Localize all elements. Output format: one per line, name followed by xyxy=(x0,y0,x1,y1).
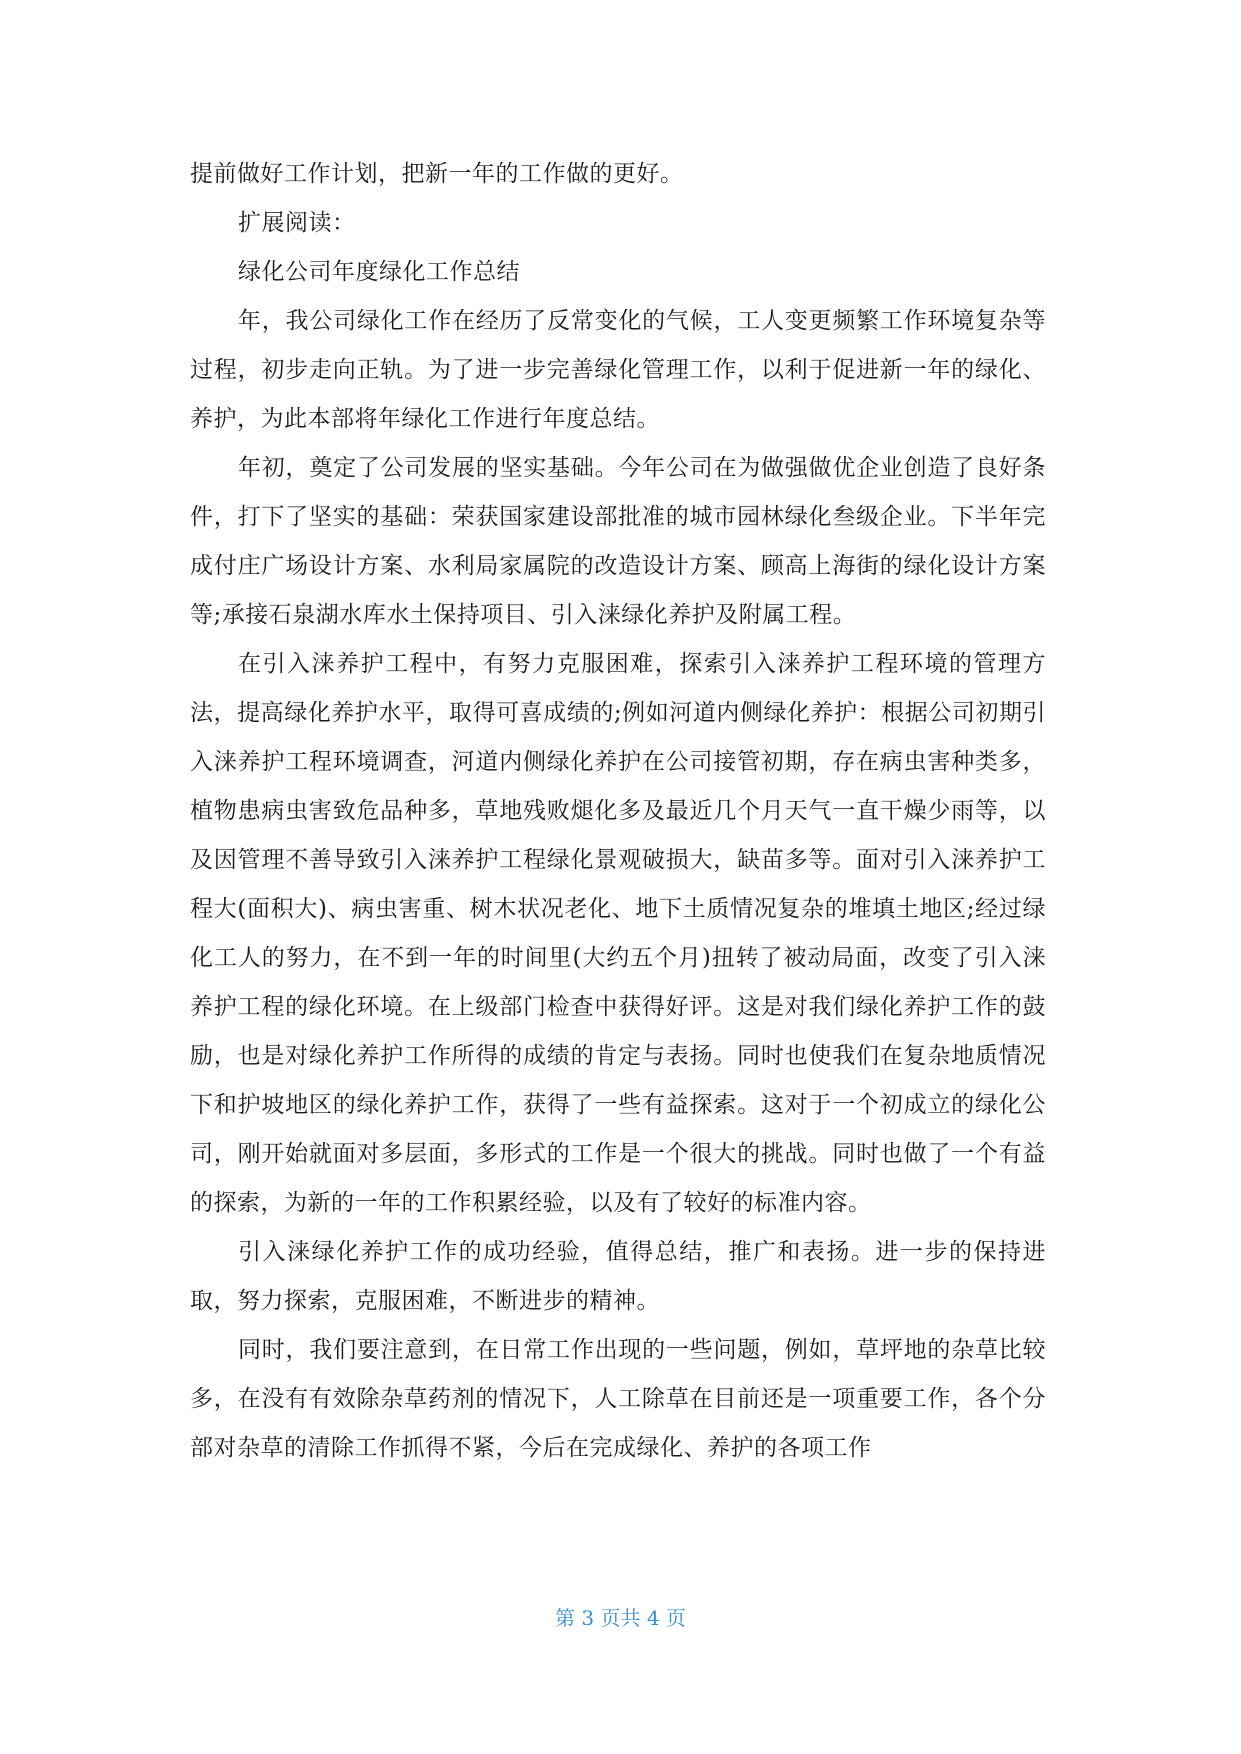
paragraph-4: 年，我公司绿化工作在经历了反常变化的气候，工人变更频繁工作环境复杂等过程，初步走向正轨。为了进一步完善绿化管理工作，以利于促进新一年的绿化、养护，为此本部将年绿化工作进行年度总结。 xyxy=(190,308,1046,432)
paragraph-extended-reading: 扩展阅读： xyxy=(238,210,356,236)
paragraph-6: 在引入涞养护工程中，有努力克服困难，探索引入涞养护工程环境的管理方法，提高绿化养护水平，取得可喜成绩的;例如河道内侧绿化养护：根据公司初期引入涞养护工程环境调查，河道内侧绿化养护在公司接管初期，存在病虫害种类多，植物患病虫害致危品种多，草地残败煺化多及最近几个月天气一直干燥少雨等，以及因管理不善导致引入涞养护工程绿化景观破损大，缺苗多等。面对引入涞养护工程大(面积大)、病虫害重、树木状况老化、地下土质情况复杂的堆填土地区;经过绿化工人的努力，在不到一年的时间里(大约五个月)扭转了被动局面，改变了引入涞养护工程的绿化环境。在上级部门检查中获得好评。这是对我们绿化养护工作的鼓励，也是对绿化养护工作所得的成绩的肯定与表扬。同时也使我们在复杂地质情况下和护坡地区的绿化养护工作，获得了一些有益探索。这对于一个初成立的绿化公司，刚开始就面对多层面，多形式的工作是一个很大的挑战。同时也做了一个有益的探索，为新的一年的工作积累经验，以及有了较好的标准内容。 xyxy=(190,651,1046,1216)
paragraph-1: 提前做好工作计划，把新一年的工作做的更好。 xyxy=(190,161,684,187)
paragraph-8: 同时，我们要注意到，在日常工作出现的一些问题，例如，草坪地的杂草比较多，在没有有效除杂草药剂的情况下，人工除草在目前还是一项重要工作，各个分部对杂草的清除工作抓得不紧，今后在完成绿化、养护的各项工作 xyxy=(190,1337,1046,1461)
document-body xyxy=(190,150,1046,1473)
paragraph-5: 年初，奠定了公司发展的坚实基础。今年公司在为做强做优企业创造了良好条件，打下了坚实的基础：荣获国家建设部批准的城市园林绿化叁级企业。下半年完成付庄广场设计方案、水利局家属院的改造设计方案、顾高上海街的绿化设计方案等;承接石泉湖水库水土保持项目、引入涞绿化养护及附属工程。 xyxy=(190,455,1046,628)
section-title: 绿化公司年度绿化工作总结 xyxy=(238,259,520,285)
page-number-footer: 第 3 页共 4 页 xyxy=(555,1606,686,1630)
paragraph-7: 引入涞绿化养护工作的成功经验，值得总结，推广和表扬。进一步的保持进取，努力探索，克服困难，不断进步的精神。 xyxy=(190,1239,1046,1314)
